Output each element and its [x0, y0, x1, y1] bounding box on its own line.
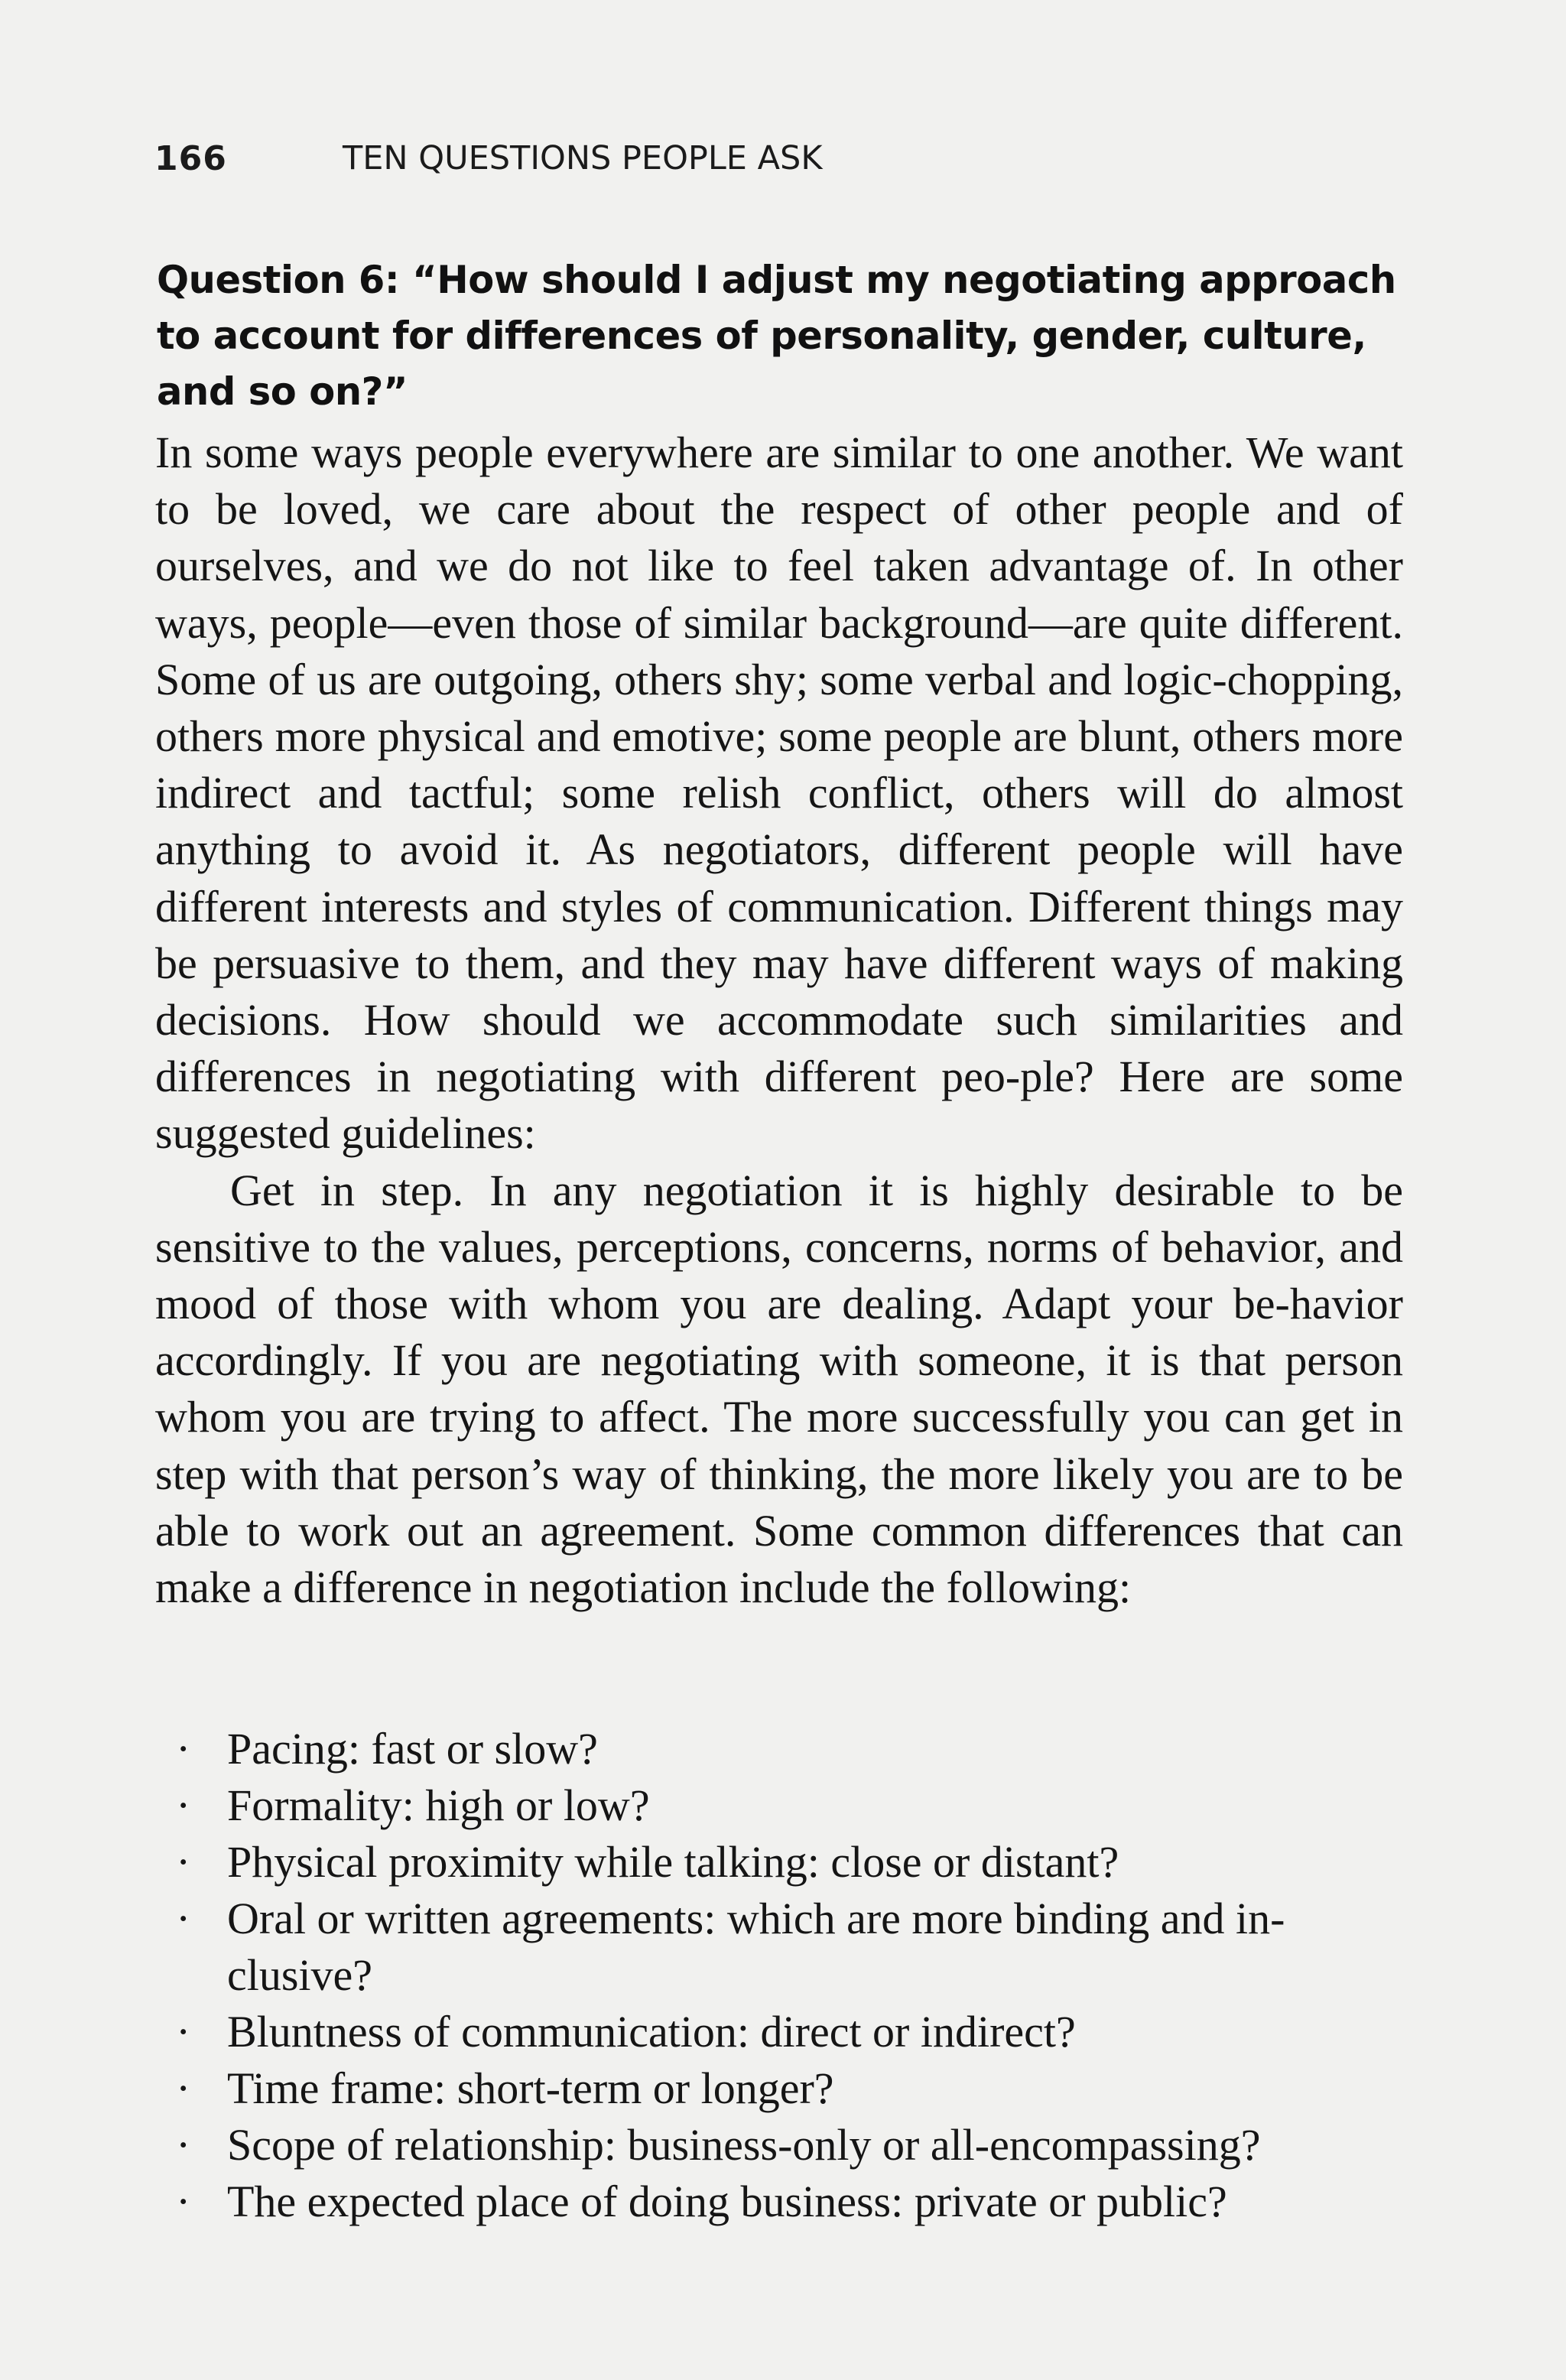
list-item-text: Formality: high or low?	[227, 1780, 650, 1830]
bullet-marker: ·	[176, 2177, 191, 2226]
running-title: TEN QUESTIONS PEOPLE ASK	[343, 139, 823, 177]
bullet-marker: ·	[176, 1780, 191, 1830]
list-item-text: Oral or written agreements: which are more binding and in-clusive?	[227, 1894, 1285, 2000]
paragraph-1: In some ways people everywhere are similar to one another. We want to be loved, we care about the respect of other people and of ourselves, and we do not like to feel taken advantage of. In other ways, people—even those of similar background—are quite different. Some of us are outgoing, others shy; some verbal and logic-chopping, others more physical and emotive; some people are blunt, others more indirect and tactful; some relish conflict, others will do almost anything to avoid it. As negotiators, different people will have different interests and styles of communication. Different things may be persuasive to them, and they may have different ways of making decisions. How should we accommodate such similarities and differences in negotiating with different peo-ple? Here are some suggested guidelines:	[155, 428, 1403, 1159]
list-item-text: Physical proximity while talking: close or distant?	[227, 1837, 1119, 1887]
list-item-text: Time frame: short-term or longer?	[227, 2063, 834, 2113]
bullet-marker: ·	[176, 1724, 191, 1774]
bullet-marker: ·	[176, 2007, 191, 2056]
page-number: 166	[154, 139, 227, 178]
page-header	[154, 139, 1408, 193]
bullet-marker: ·	[176, 2120, 191, 2170]
list-item	[170, 1721, 1405, 1777]
bullet-marker: ·	[176, 1894, 191, 1943]
list-item-text: Pacing: fast or slow?	[227, 1724, 598, 1774]
question-heading: Question 6: “How should I adjust my negotiating approach to account for differences of personality, gender, culture, and so on?”	[157, 258, 1396, 414]
paragraph-2-text: In any negotiation it is highly desirable to be sensitive to the values, perceptions, concerns, norms of behavior, and mood of those with whom you are dealing. Adapt your be-havior accordingly. If you are negotiating with someone, it is that person whom you are trying to affect. The more successfully you can get in step with that person’s way of thinking, the more likely you are to be able to work out an agreement. Some common differences that can make a difference in negotiation include the following:	[155, 1165, 1403, 1613]
bullet-marker: ·	[176, 2063, 191, 2113]
list-item	[170, 2060, 1405, 2117]
list-item-text: Bluntness of communication: direct or indirect?	[227, 2007, 1076, 2056]
list-item	[170, 1834, 1405, 1891]
list-item-text: The expected place of doing business: private or public?	[227, 2177, 1227, 2226]
list-item	[170, 2004, 1405, 2060]
list-item	[170, 2117, 1405, 2174]
list-item	[170, 1891, 1405, 2004]
body-text	[155, 424, 1403, 1616]
bullet-marker: ·	[176, 1837, 191, 1887]
paragraph-2	[155, 1162, 1403, 1617]
list-item-text: Scope of relationship: business-only or all-encompassing?	[227, 2120, 1261, 2170]
bullet-list	[170, 1721, 1424, 2230]
list-item	[170, 1777, 1405, 1834]
paragraph-2-run-in: Get in step.	[230, 1165, 464, 1215]
list-item	[170, 2174, 1405, 2230]
